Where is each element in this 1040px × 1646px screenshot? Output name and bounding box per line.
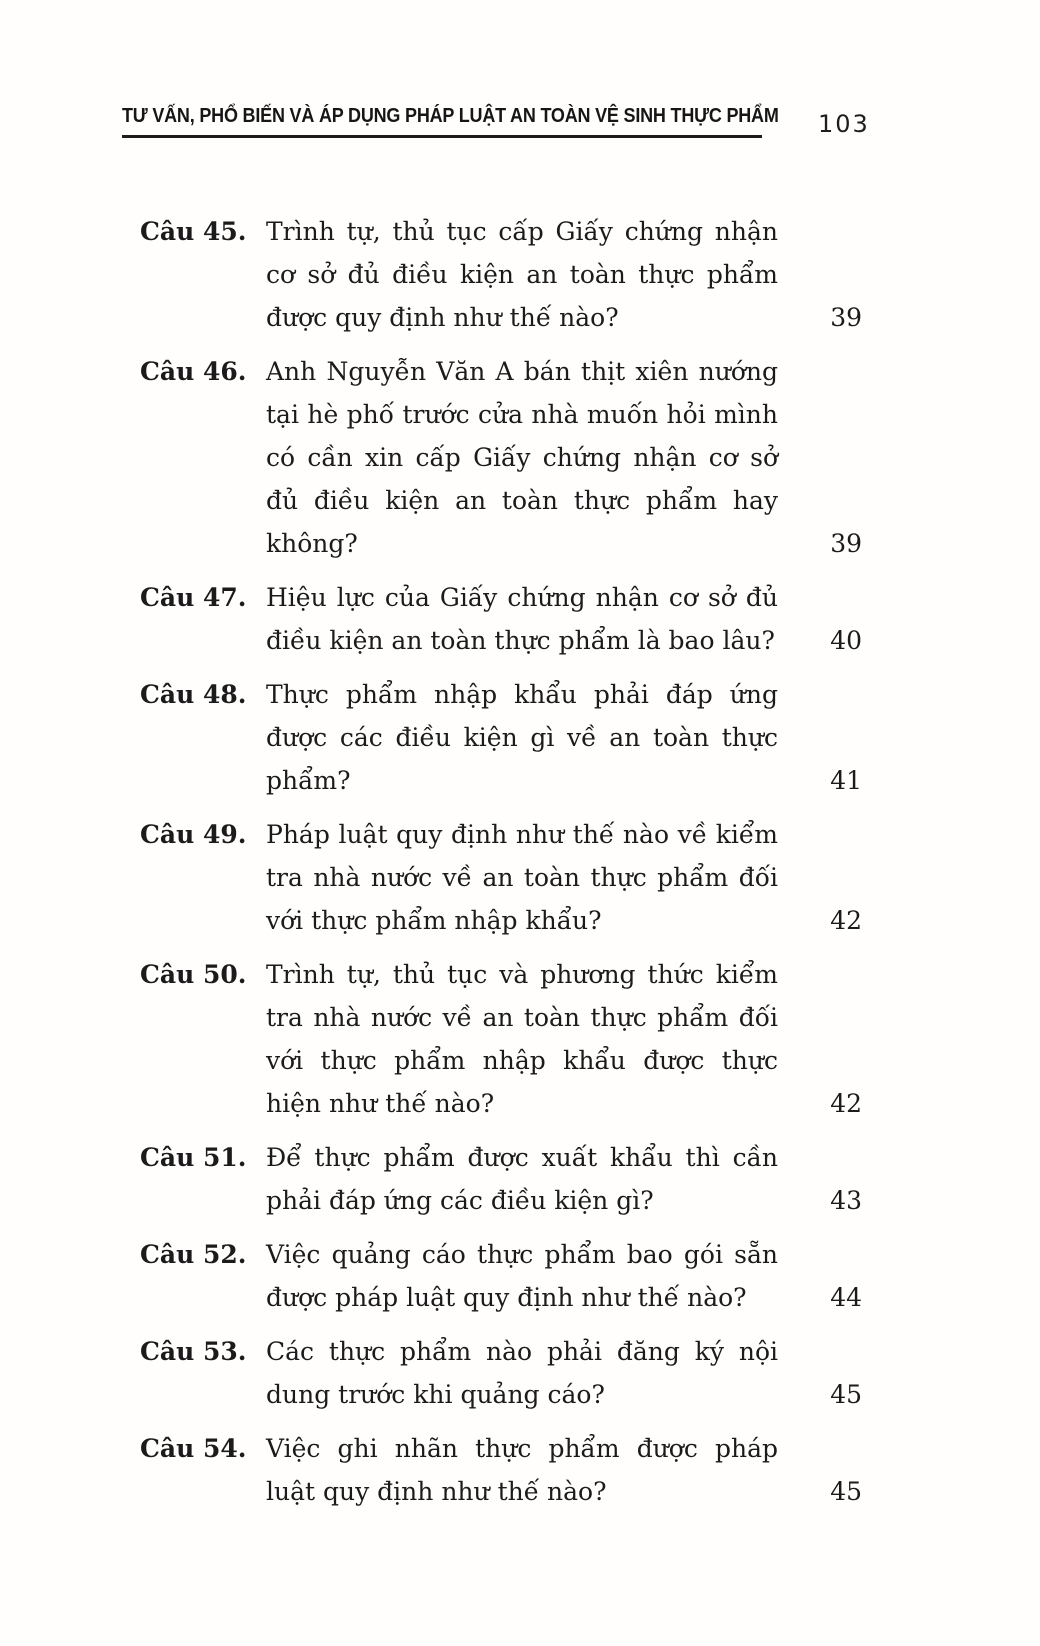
toc-entry-pagenum: 45 xyxy=(830,1477,862,1506)
toc-entry xyxy=(140,953,862,1125)
toc-entry-pagenum: 44 xyxy=(830,1283,862,1312)
toc-entry-pagenum: 42 xyxy=(830,906,862,935)
toc-entry-label: Câu 47. xyxy=(140,583,247,612)
toc-entry-pagenum: 39 xyxy=(830,303,862,332)
toc-entry xyxy=(140,1233,862,1319)
toc-entry-label: Câu 51. xyxy=(140,1143,247,1172)
toc-entry-question: Pháp luật quy định như thế nào về kiểm tra nhà nước về an toàn thực phẩm đối với thực phẩm nhập khẩu? xyxy=(266,820,778,935)
toc-entry-label: Câu 46. xyxy=(140,357,247,386)
toc-entry-pagenum: 43 xyxy=(830,1186,862,1215)
toc-entry xyxy=(140,1136,862,1222)
toc-entry-question: Việc ghi nhãn thực phẩm được pháp luật quy định như thế nào? xyxy=(266,1434,778,1506)
toc-entry-pagenum: 40 xyxy=(830,626,862,655)
toc-entry-pagenum: 39 xyxy=(830,529,862,558)
toc-list xyxy=(140,210,862,1513)
toc-entry xyxy=(140,813,862,942)
toc-entry-question: Việc quảng cáo thực phẩm bao gói sẵn được pháp luật quy định như thế nào? xyxy=(266,1240,778,1312)
toc-entry-question: Hiệu lực của Giấy chứng nhận cơ sở đủ điều kiện an toàn thực phẩm là bao lâu? xyxy=(266,583,778,655)
running-header xyxy=(122,104,779,138)
toc-entry-label: Câu 54. xyxy=(140,1434,247,1463)
toc-entry-question: Các thực phẩm nào phải đăng ký nội dung trước khi quảng cáo? xyxy=(266,1337,778,1409)
toc-entry-label: Câu 45. xyxy=(140,217,247,246)
toc-entry-pagenum: 41 xyxy=(830,766,862,795)
header-vertical-divider xyxy=(791,96,793,154)
toc-entry-label: Câu 52. xyxy=(140,1240,247,1269)
toc-entry-pagenum: 45 xyxy=(830,1380,862,1409)
running-header-title: TƯ VẤN, PHỔ BIẾN VÀ ÁP DỤNG PHÁP LUẬT AN TOÀN VỆ SINH THỰC PHẨM xyxy=(122,104,779,127)
toc-entry-question: Anh Nguyễn Văn A bán thịt xiên nướng tại hè phố trước cửa nhà muốn hỏi mình có cần xin cấp Giấy chứng nhận cơ sở đủ điều kiện an toàn thực phẩm hay không? xyxy=(266,357,778,558)
toc-entry xyxy=(140,673,862,802)
toc-entry-question: Trình tự, thủ tục và phương thức kiểm tra nhà nước về an toàn thực phẩm đối với thực phẩm nhập khẩu được thực hiện như thế nào? xyxy=(266,960,778,1118)
toc-entry-label: Câu 53. xyxy=(140,1337,247,1366)
page-number: 103 xyxy=(818,110,870,138)
toc-entry xyxy=(140,1427,862,1513)
toc-entry-label: Câu 50. xyxy=(140,960,247,989)
page-header xyxy=(122,104,870,154)
toc-entry-label: Câu 48. xyxy=(140,680,247,709)
toc-entry-question: Để thực phẩm được xuất khẩu thì cần phải đáp ứng các điều kiện gì? xyxy=(266,1143,778,1215)
toc-entry xyxy=(140,576,862,662)
toc-entry-question: Thực phẩm nhập khẩu phải đáp ứng được các điều kiện gì về an toàn thực phẩm? xyxy=(266,680,778,795)
toc-entry-label: Câu 49. xyxy=(140,820,247,849)
toc-entry xyxy=(140,350,862,565)
toc-entry xyxy=(140,1330,862,1416)
toc-entry-pagenum: 42 xyxy=(830,1089,862,1118)
toc-entry-question: Trình tự, thủ tục cấp Giấy chứng nhận cơ sở đủ điều kiện an toàn thực phẩm được quy định như thế nào? xyxy=(266,217,778,332)
toc-entry xyxy=(140,210,862,339)
